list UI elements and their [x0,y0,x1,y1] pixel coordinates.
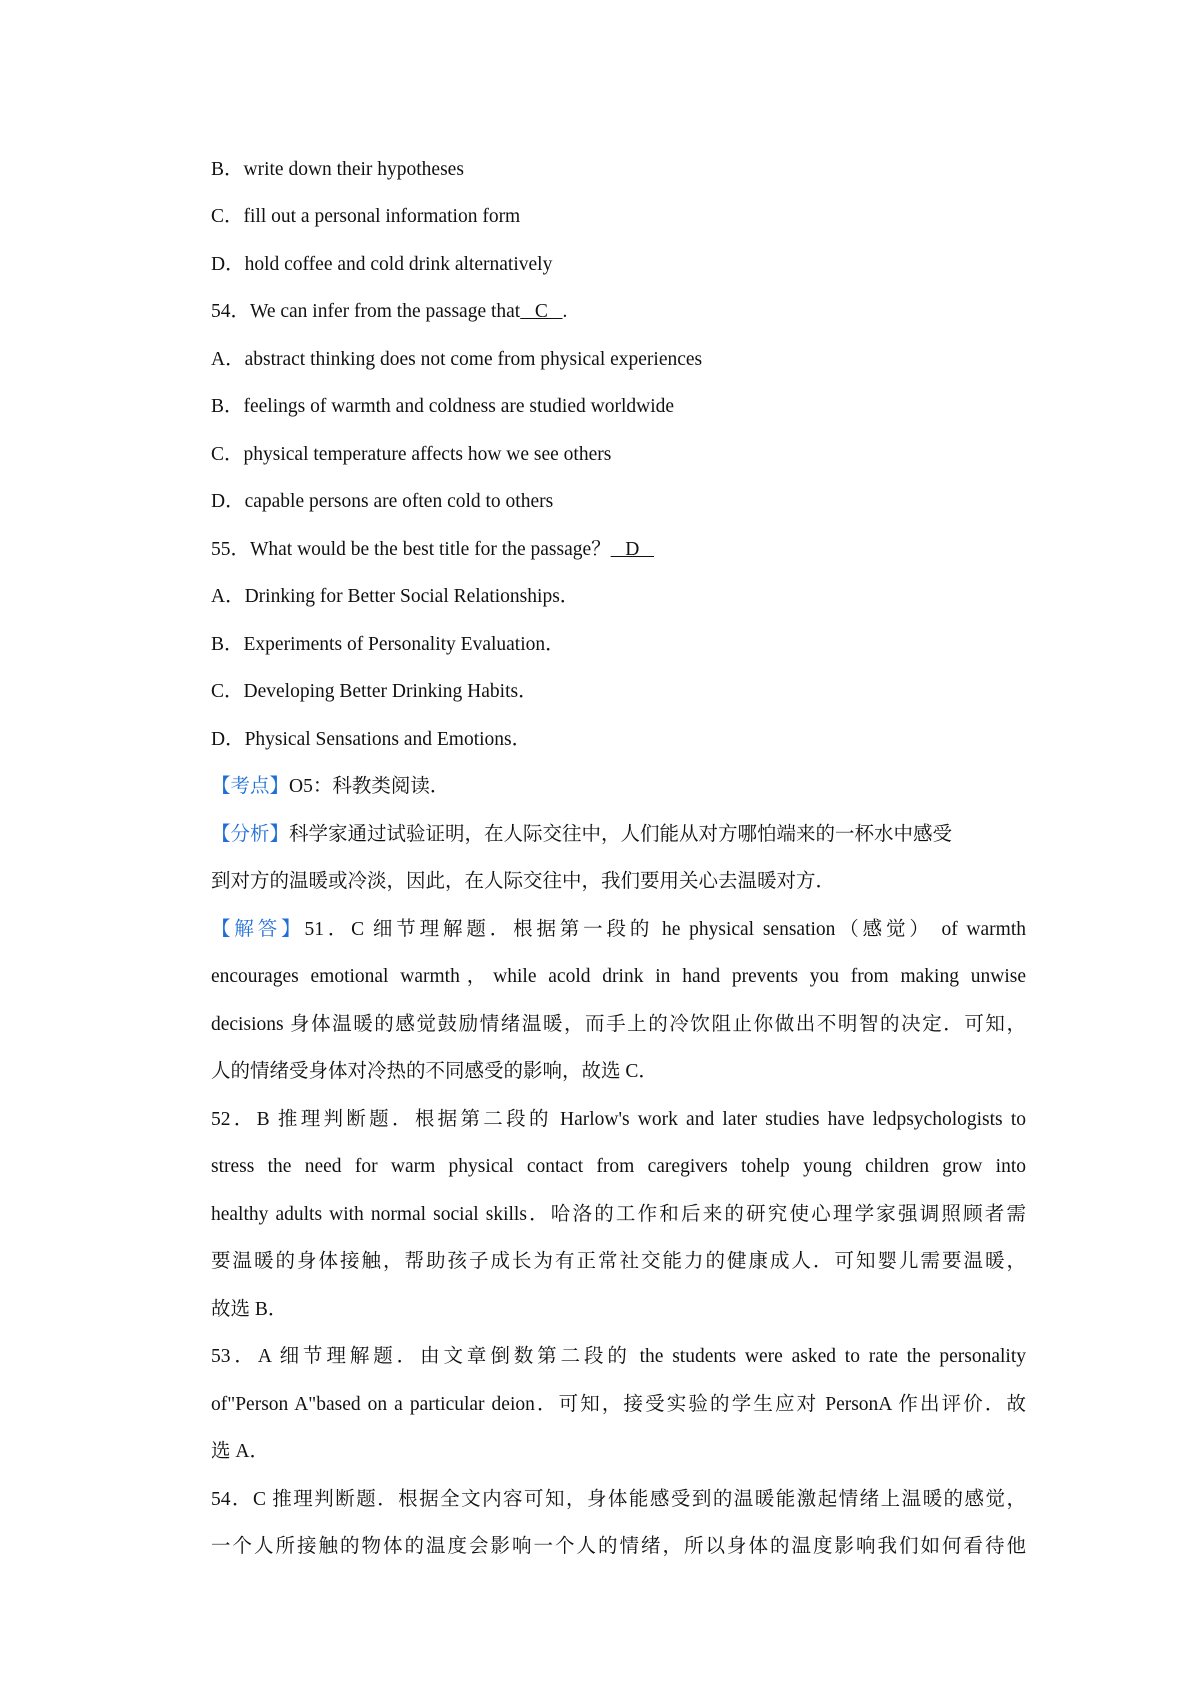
option-54-d: D．capable persons are often cold to others [211,491,554,512]
jieda-53-line-1: 53．A 细节理解题．由文章倒数第二段的 the students were asked to rate the personality [211,1346,1026,1367]
jieda-52-line-5: 故选 B． [211,1299,288,1320]
jieda-51-line-2: encourages emotional warmth，while acold drink in hand prevents you from making unwise [211,966,1026,987]
question-55-stem: 55．What would be the best title for the passage？ [211,539,611,560]
fenxi-line-2: 到对方的温暖或冷淡，因此，在人际交往中，我们要用关心去温暖对方． [211,871,836,892]
jieda-54-line-2: 一个人所接触的物体的温度会影响一个人的情绪，所以身体的温度影响我们如何看待他 [211,1536,1026,1557]
question-54 [211,298,1026,326]
question-54-answer: C [520,301,563,322]
jieda-53-line-2: of"Person A"based on a particular deion．可知，接受实验的学生应对 PersonA 作出评价．故 [211,1394,1026,1415]
jieda-52-line-3: healthy adults with normal social skills．哈洛的工作和后来的研究使心理学家强调照顾者需 [211,1204,1026,1225]
option-55-a: A．Drinking for Better Social Relationships． [211,586,580,607]
option-55-d: D．Physical Sensations and Emotions． [211,729,532,750]
jieda-52-line-1: 52．B 推理判断题．根据第二段的 Harlow's work and later studies have ledpsychologists to [211,1109,1026,1130]
question-55 [211,536,1026,564]
fenxi-text-1: 科学家通过试验证明，在人际交往中，人们能从对方哪怕端来的一杯水中感受 [289,824,953,845]
option-55-c: C．Developing Better Drinking Habits． [211,681,538,702]
kaodian-line [211,773,1026,801]
jieda-53-line-3: 选 A． [211,1441,269,1462]
jieda-54-line-1: 54．C 推理判断题．根据全文内容可知，身体能感受到的温暖能激起情绪上温暖的感觉， [211,1489,1026,1510]
option-54-a: A．abstract thinking does not come from physical experiences [211,349,703,370]
option-55-b: B．Experiments of Personality Evaluation． [211,634,565,655]
jieda-label: 【解答】 [211,919,305,940]
option-54-c: C．physical temperature affects how we see others [211,444,612,465]
option-53-d: D．hold coffee and cold drink alternatively [211,254,553,275]
option-53-c: C．fill out a personal information form [211,206,521,227]
question-55-answer: D [610,539,654,560]
question-54-stem: 54．We can infer from the passage that [211,301,521,322]
fenxi-label: 【分析】 [211,824,290,845]
jieda-52-line-2: stress the need for warm physical contact from caregivers tohelp young children grow into [211,1156,1026,1177]
question-54-end: . [562,301,568,322]
fenxi-line-1 [211,821,1026,849]
kaodian-label: 【考点】 [211,776,290,797]
option-54-b: B．feelings of warmth and coldness are studied worldwide [211,396,675,417]
jieda-51-text-1: 51．C 细节理解题．根据第一段的 he physical sensation（感觉） of warmth [304,919,1026,940]
jieda-51-line-3: decisions 身体温暖的感觉鼓励情绪温暖，而手上的冷饮阻止你做出不明智的决定．可知， [211,1014,1026,1035]
jieda-51-line-4: 人的情绪受身体对冷热的不同感受的影响，故选 C． [211,1061,658,1082]
jieda-52-line-4: 要温暖的身体接触，帮助孩子成长为有正常社交能力的健康成人．可知婴儿需要温暖， [211,1251,1026,1272]
jieda-51-line-1 [211,916,1026,944]
option-53-b: B．write down their hypotheses [211,159,464,180]
kaodian-text: O5：科教类阅读． [289,776,450,797]
